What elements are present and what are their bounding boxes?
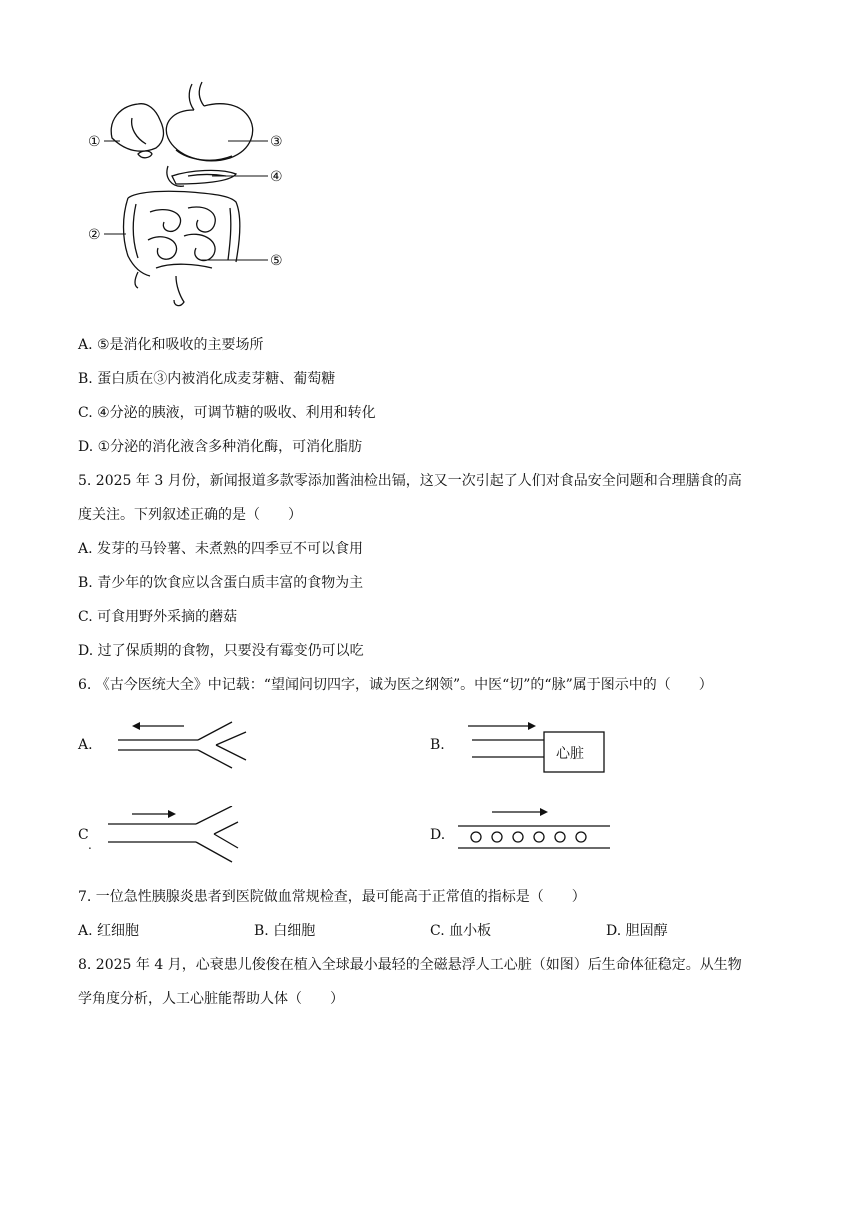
label-5: ⑤ <box>270 253 283 269</box>
q7-option-d: D. 胆固醇 <box>606 923 668 939</box>
q6-option-d-label: D. <box>430 827 446 843</box>
q4-option-d: D. ①分泌的消化液含多种消化酶，可消化脂肪 <box>78 439 363 455</box>
q6-option-a-diagram <box>112 720 252 784</box>
q8-stem-line2: 学角度分析，人工心脏能帮助人体（ ） <box>78 991 344 1007</box>
q7-stem: 7. 一位急性胰腺炎患者到医院做血常规检查，最可能高于正常值的指标是（ ） <box>78 889 586 905</box>
label-2: ② <box>88 227 101 243</box>
label-3: ③ <box>270 134 283 150</box>
q5-option-c: C. 可食用野外采摘的蘑菇 <box>78 609 238 625</box>
label-4: ④ <box>270 169 283 185</box>
q7-option-a: A. 红细胞 <box>78 923 140 939</box>
q5-option-a: A. 发芽的马铃薯、未煮熟的四季豆不可以食用 <box>78 541 364 557</box>
digestive-system-figure <box>80 80 300 320</box>
q4-option-b: B. 蛋白质在③内被消化成麦芽糖、葡萄糖 <box>78 371 336 387</box>
q6-option-a-label: A. <box>78 737 93 753</box>
q6-option-d-diagram <box>456 804 616 852</box>
q5-stem-line1: 5. 2025 年 3 月份，新闻报道多款零添加酱油检出镉，这又一次引起了人们对食品安全问题和合理膳食的高 <box>78 473 742 489</box>
q6-option-b-label: B. <box>430 737 445 753</box>
q5-stem-line2: 度关注。下列叙述正确的是（ ） <box>78 507 302 523</box>
q7-option-b: B. 白细胞 <box>254 923 316 939</box>
q4-option-c: C. ④分泌的胰液，可调节糖的吸收、利用和转化 <box>78 405 376 421</box>
heart-label: 心脏 <box>556 746 584 762</box>
q6-stem: 6. 《古今医统大全》中记载：“望闻问切四字，诚为医之纲领”。中医“切”的“脉”属于图示中的（ ） <box>78 677 713 693</box>
q6-option-c-diagram <box>106 806 246 866</box>
q6-option-b-diagram <box>466 720 616 778</box>
q7-option-c: C. 血小板 <box>430 923 492 939</box>
q6-option-c-label: C <box>78 827 89 843</box>
label-1: ① <box>88 134 101 150</box>
q5-option-b: B. 青少年的饮食应以含蛋白质丰富的食物为主 <box>78 575 364 591</box>
q5-option-d: D. 过了保质期的食物，只要没有霉变仍可以吃 <box>78 643 364 659</box>
q6-option-c-dot: . <box>88 838 92 852</box>
q8-stem-line1: 8. 2025 年 4 月，心衰患儿俊俊在植入全球最小最轻的全磁悬浮人工心脏（如图）后生命体征稳定。从生物 <box>78 957 742 973</box>
q4-option-a: A. ⑤是消化和吸收的主要场所 <box>78 337 264 353</box>
